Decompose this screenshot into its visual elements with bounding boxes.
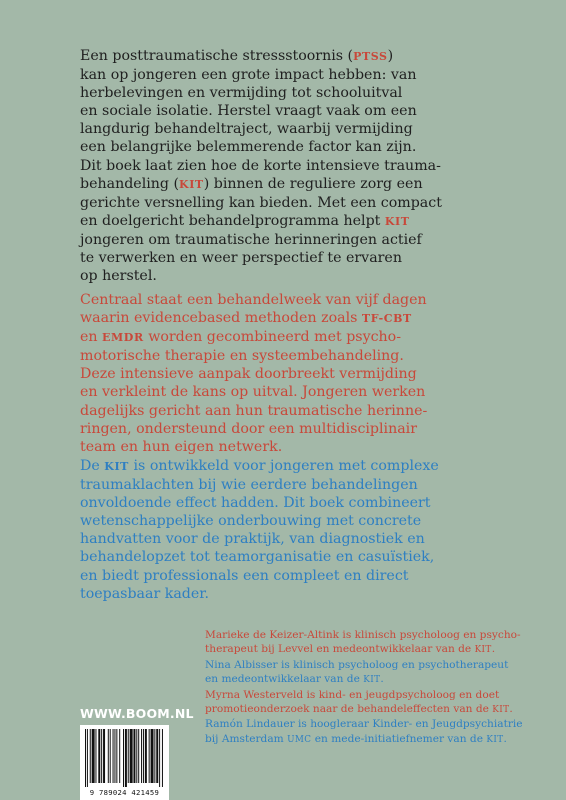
barcode-bar: [159, 729, 160, 787]
text-line: [80, 249, 520, 267]
text-segment: onvoldoende effect hadden. Dit boek combineert: [80, 495, 431, 512]
text-line: [80, 309, 520, 328]
text-line: [80, 84, 520, 102]
isbn-number: 9 789024 421459: [89, 788, 160, 797]
barcode-bar: [149, 729, 150, 783]
text-segment: en mede-initiatiefnemer van de: [311, 732, 487, 745]
text-segment: .: [380, 673, 384, 686]
text-segment: en: [80, 329, 103, 346]
target-group-paragraph: [80, 457, 520, 603]
barcode-bar: [108, 729, 109, 783]
text-line: [80, 66, 520, 84]
abbreviation: KIT: [474, 645, 492, 656]
text-segment: Nina Albisser is klinisch psycholoog en psychotherapeut: [205, 658, 509, 671]
text-segment: Centraal staat een behandelweek van vijf dagen: [80, 292, 427, 308]
text-segment: ) binnen de reguliere zorg een: [203, 175, 423, 192]
abbreviation: KIT: [384, 214, 410, 228]
author-bio-line: [205, 702, 545, 717]
barcode-bar: [133, 729, 135, 783]
author-bio-line: [205, 688, 545, 702]
barcode-bar: [136, 729, 137, 783]
text-line: [80, 328, 520, 347]
text-segment: .: [491, 643, 496, 656]
text-segment: en doelgericht behandelprogramma helpt: [80, 212, 385, 229]
barcode-bar: [125, 729, 127, 787]
isbn-barcode: [80, 725, 169, 800]
barcode-bar: [130, 729, 133, 783]
text-line: [80, 120, 520, 138]
barcode-bar: [95, 729, 96, 783]
barcode-bar: [113, 729, 114, 783]
barcode-bar: [119, 729, 120, 783]
text-line: [80, 494, 520, 512]
barcode-bar: [128, 729, 129, 783]
text-segment: behandelopzet tot teamorganisatie en casuïstiek,: [80, 549, 435, 566]
text-segment: Marieke de Keizer-Altink is klinisch psycholoog en psycho-: [205, 629, 521, 641]
text-segment: en verkleint de kans op uitval. Jongeren werken: [80, 384, 426, 401]
text-segment: en sociale isolatie. Herstel vraagt vaak om een: [80, 103, 417, 120]
author-bio-line: [205, 717, 545, 731]
text-segment: een belangrijke belemmerende factor kan zijn.: [80, 139, 417, 156]
barcode-bar: [110, 729, 111, 783]
text-segment: langdurig behandeltraject, waarbij vermijding: [80, 121, 413, 138]
barcode-bar: [92, 729, 95, 783]
barcode-bars: [80, 725, 169, 787]
barcode-bar: [141, 729, 142, 783]
barcode-bar: [154, 729, 155, 783]
text-segment: herbelevingen en vermijding tot schooluitval: [80, 85, 403, 102]
barcode-bar: [156, 729, 158, 783]
text-line: [80, 512, 520, 530]
text-line: [80, 212, 520, 231]
publisher-website: WWW.BOOM.NL: [80, 706, 194, 721]
barcode-bar: [123, 729, 124, 787]
abbreviation: KIT: [179, 177, 204, 191]
text-line: [80, 585, 520, 603]
text-segment: wetenschappelijke onderbouwing met concrete: [80, 513, 422, 530]
text-segment: op herstel.: [80, 268, 157, 285]
abbreviation: KIT: [486, 734, 504, 745]
text-segment: team en hun eigen netwerk.: [80, 438, 283, 455]
barcode-bar: [98, 729, 100, 783]
text-line: [80, 194, 520, 212]
text-segment: Een posttraumatische stressstoornis (: [80, 48, 354, 64]
barcode-bar: [138, 729, 139, 783]
intro-paragraph: [80, 47, 520, 285]
author-bio-line: [205, 642, 545, 657]
barcode-bar: [101, 729, 102, 783]
text-segment: en biedt professionals een compleet en direct: [80, 567, 409, 584]
text-line: [80, 438, 520, 456]
barcode-bar: [87, 729, 88, 787]
text-segment: worden gecombineerd met psycho-: [143, 329, 402, 346]
text-segment: promotieonderzoek naar de behandeleffecten van de: [205, 703, 493, 716]
author-bio-line: [205, 658, 545, 672]
text-line: [80, 383, 520, 401]
barcode-bar: [114, 729, 115, 783]
barcode-bar: [151, 729, 154, 783]
text-line: [80, 457, 520, 476]
author-bios: [205, 628, 545, 747]
method-paragraph: [80, 291, 520, 456]
text-line: [80, 267, 520, 285]
abbreviation: UMC: [287, 734, 312, 745]
text-segment: ): [387, 48, 394, 64]
text-line: [80, 231, 520, 249]
barcode-bar: [85, 729, 86, 787]
text-segment: te verwerken en weer perspectief te ervaren: [80, 250, 402, 267]
barcode-bar: [116, 729, 117, 783]
text-segment: handvatten voor de praktijk, van diagnostiek en: [80, 531, 425, 548]
text-segment: waarin evidencebased methoden zoals: [80, 310, 362, 327]
text-line: [80, 548, 520, 566]
text-line: [80, 157, 520, 175]
text-line: [80, 102, 520, 120]
author-bio-line: [205, 672, 545, 687]
text-line: [80, 347, 520, 365]
text-segment: traumaklachten bij wie eerdere behandelingen: [80, 477, 418, 494]
text-segment: kan op jongeren een grote impact hebben: van: [80, 67, 417, 84]
text-segment: .: [509, 703, 513, 716]
barcode-bar: [145, 729, 147, 783]
text-segment: motorische therapie en systeembehandeling.: [80, 348, 404, 365]
text-segment: Deze intensieve aanpak doorbreekt vermijding: [80, 366, 417, 383]
text-segment: toepasbaar kader.: [80, 585, 210, 602]
text-line: [80, 365, 520, 383]
abbreviation: KIT: [492, 705, 510, 716]
abbreviation: KIT: [363, 675, 381, 686]
text-line: [80, 402, 520, 420]
text-line: [80, 530, 520, 548]
text-segment: behandeling (: [80, 175, 180, 192]
text-segment: jongeren om traumatische herinneringen actief: [80, 231, 422, 248]
text-segment: Myrna Westerveld is kind- en jeugdpsycholoog en doet: [205, 688, 500, 701]
abbreviation: EMDR: [102, 331, 144, 345]
text-segment: Dit boek laat zien hoe de korte intensieve trauma-: [80, 157, 441, 174]
abbreviation: KIT: [104, 460, 129, 473]
text-line: [80, 175, 520, 194]
text-segment: ringen, ondersteund door een multidisciplinair: [80, 420, 417, 437]
text-line: [80, 47, 520, 66]
text-segment: Ramón Lindauer is hoogleraar Kinder- en Jeugdpsychiatrie: [205, 718, 523, 731]
text-line: [80, 567, 520, 585]
barcode-bar: [143, 729, 144, 783]
abbreviation: TF-CBT: [361, 312, 412, 326]
author-bio-line: [205, 628, 545, 642]
text-segment: .: [503, 732, 507, 745]
text-segment: en medeontwikkelaar van de: [205, 673, 364, 686]
barcode-bar: [162, 729, 163, 787]
barcode-bar: [103, 729, 105, 783]
text-line: [80, 138, 520, 156]
text-segment: dagelijks gericht aan hun traumatische herinne-: [80, 402, 428, 419]
text-line: [80, 420, 520, 438]
author-bio-line: [205, 732, 545, 747]
text-line: [80, 476, 520, 494]
abbreviation: PTSS: [353, 50, 388, 63]
text-segment: gerichte versnelling kan bieden. Met een compact: [80, 194, 442, 211]
text-segment: De: [80, 458, 105, 474]
text-line: [80, 291, 520, 309]
text-segment: therapeut bij Levvel en medeontwikkelaar van de: [205, 643, 475, 656]
barcode-bar: [90, 729, 91, 783]
text-segment: is ontwikkeld voor jongeren met complexe: [128, 458, 439, 474]
text-segment: bij Amsterdam: [205, 732, 288, 745]
